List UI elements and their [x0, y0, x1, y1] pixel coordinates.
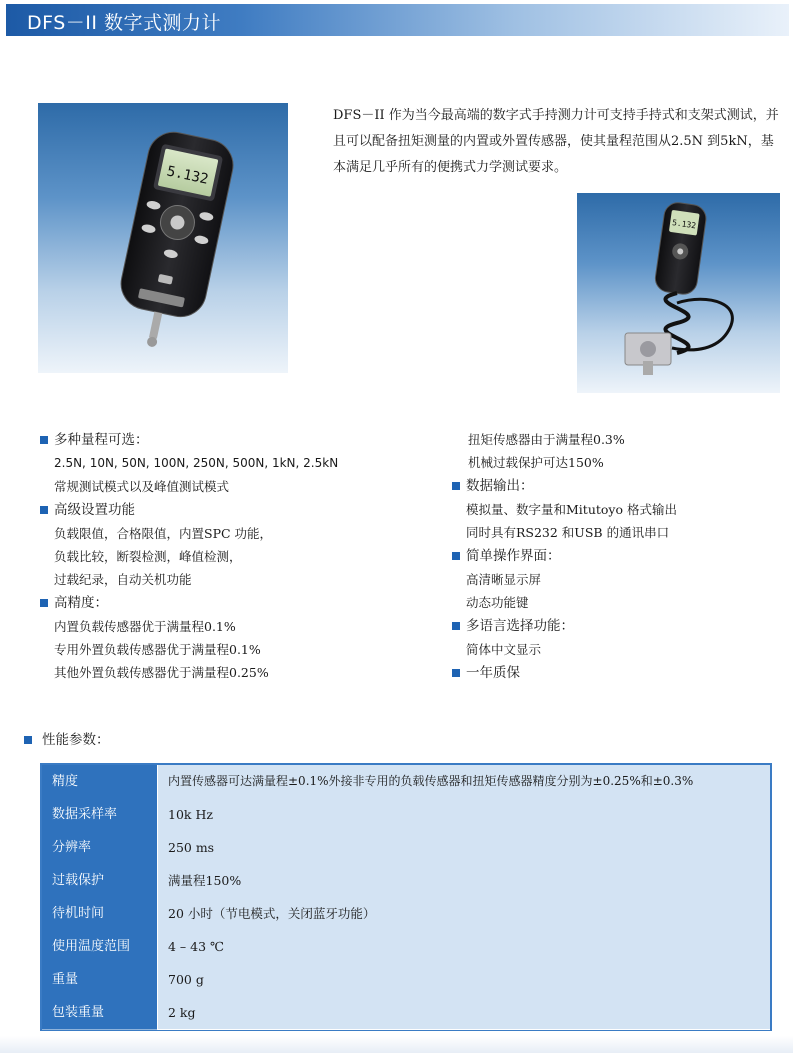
feature-heading: 简单操作界面： — [452, 544, 782, 568]
feature-heading: 高精度： — [40, 591, 430, 615]
feature-line: 动态功能键 — [466, 595, 529, 610]
spec-value: 20 小时（节电模式，关闭蓝牙功能） — [157, 897, 770, 931]
feature-line: 2.5N, 10N, 50N, 100N, 250N, 500N, 1kN, 2.5kN — [54, 456, 339, 470]
feature-line: 负载限值，合格限值，内置SPC 功能， — [54, 526, 273, 541]
spec-value: 满量程150% — [157, 864, 770, 898]
feature-line: 同时具有RS232 和USB 的通讯串口 — [466, 525, 670, 540]
spec-value: 700 g — [157, 963, 770, 997]
spec-label: 使用温度范围 — [42, 930, 157, 964]
feature-heading: 高级设置功能 — [40, 498, 430, 522]
feature-line: 专用外置负载传感器优于满量程0.1% — [54, 642, 261, 657]
handheld-gauge-illustration — [38, 103, 288, 373]
feature-heading: 多种量程可选： — [40, 428, 430, 452]
spec-label: 精度 — [42, 765, 157, 799]
performance-heading: 性能参数： — [24, 728, 110, 752]
bottom-band — [0, 1036, 793, 1053]
spec-value: 内置传感器可达满量程±0.1%外接非专用的负载传感器和扭矩传感器精度分别为±0.25%和±0.3% — [157, 765, 770, 799]
table-row — [42, 831, 770, 865]
spec-label: 待机时间 — [42, 897, 157, 931]
feature-line: 扭矩传感器由于满量程0.3% — [468, 432, 625, 447]
table-row — [42, 963, 770, 997]
title-bar — [6, 4, 789, 36]
product-photo-handheld — [38, 103, 288, 373]
spec-label: 过载保护 — [42, 864, 157, 898]
features-left-column — [40, 428, 430, 684]
feature-line: 常规测试模式以及峰值测试模式 — [54, 479, 230, 494]
spec-value: 250 ms — [157, 831, 770, 865]
feature-line: 过载纪录，自动关机功能 — [54, 572, 192, 587]
features-right-column — [452, 428, 782, 685]
feature-line: 其他外置负载传感器优于满量程0.25% — [54, 665, 269, 680]
table-row — [42, 897, 770, 931]
spec-label: 包装重量 — [42, 996, 157, 1030]
feature-heading: 数据输出： — [452, 474, 782, 498]
spec-value: 10k Hz — [157, 798, 770, 832]
feature-line: 模拟量、数字量和Mitutoyo 格式输出 — [466, 502, 677, 517]
feature-line: 机械过载保护可达150% — [468, 455, 604, 470]
page-title: DFS－II 数字式测力计 — [27, 12, 222, 34]
spec-label: 重量 — [42, 963, 157, 997]
table-row — [42, 765, 770, 799]
feature-line: 高清晰显示屏 — [466, 572, 542, 587]
spec-value: 2 kg — [157, 996, 770, 1030]
table-row — [42, 996, 770, 1030]
spec-label: 分辨率 — [42, 831, 157, 865]
feature-heading: 一年质保 — [452, 661, 782, 685]
spec-table — [40, 763, 772, 1031]
table-row — [42, 864, 770, 898]
spec-value: 4 – 43 ℃ — [157, 930, 770, 964]
product-photo-external-sensor — [577, 193, 780, 393]
feature-line: 内置负载传感器优于满量程0.1% — [54, 619, 236, 634]
gauge-with-sensor-illustration — [577, 193, 780, 393]
table-row — [42, 798, 770, 832]
feature-line: 简体中文显示 — [466, 642, 542, 657]
feature-line: 负载比较，断裂检测，峰值检测， — [54, 549, 242, 564]
table-row — [42, 930, 770, 964]
intro-paragraph: DFS－II 作为当今最高端的数字式手持测力计可支持手持式和支架式测试，并且可以配备扭矩测量的内置或外置传感器，使其量程范围从2.5N 到5kN，基本满足几乎所有的便携式力学测试要求。 — [333, 108, 779, 175]
sensor-screen-reading: 5.132 — [671, 218, 697, 231]
spec-label: 数据采样率 — [42, 798, 157, 832]
feature-heading: 多语言选择功能： — [452, 614, 782, 638]
handheld-screen-reading: 5.132 — [165, 163, 210, 188]
